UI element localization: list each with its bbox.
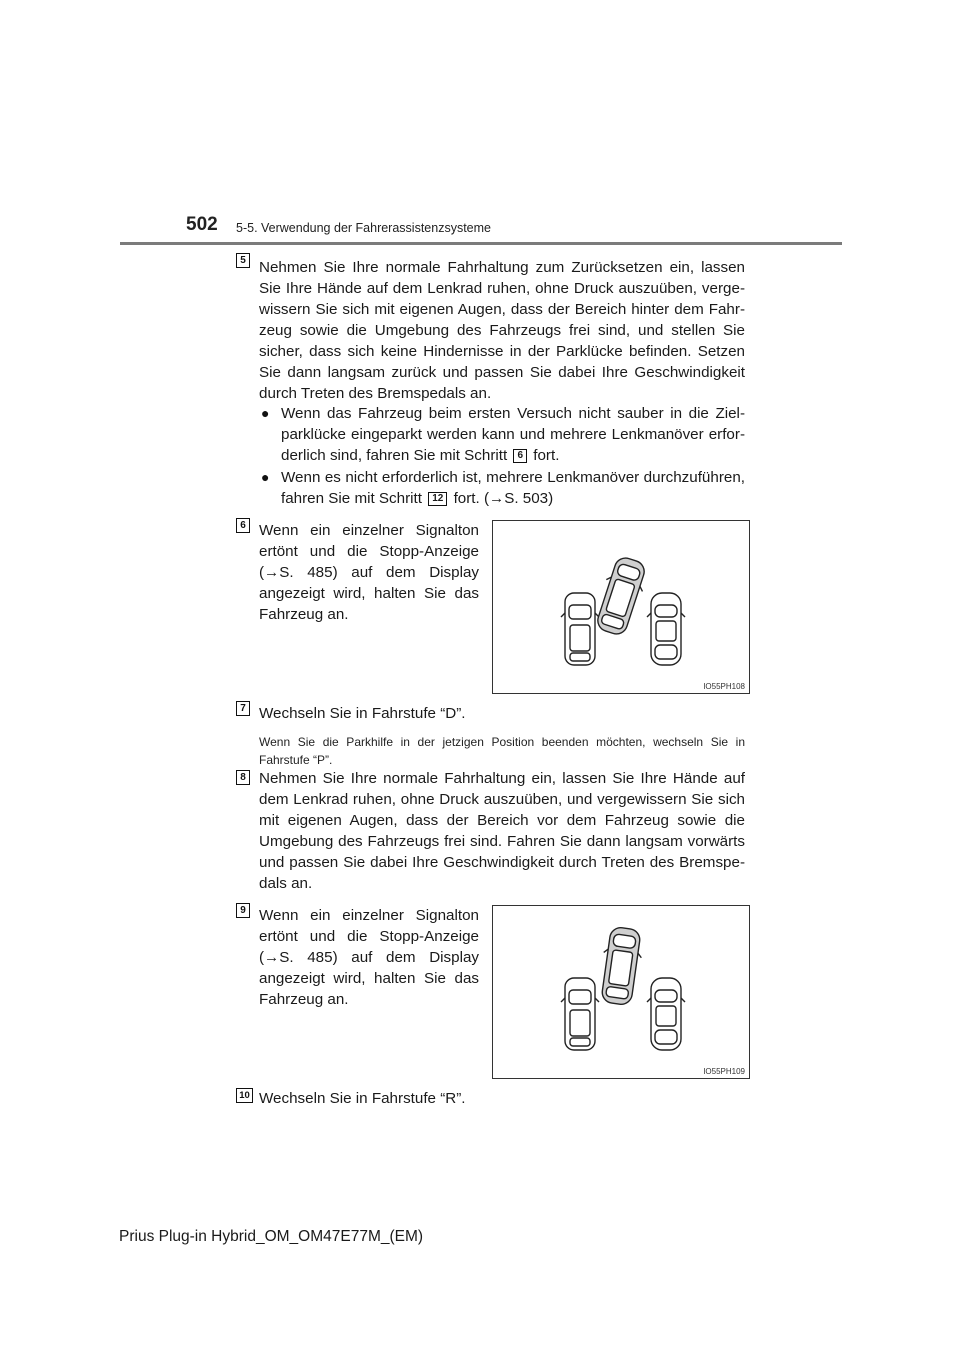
step-10-text: Wechseln Sie in Fahrstufe “R”. <box>259 1090 466 1107</box>
bullet-1-text: Wenn das Fahrzeug beim ersten Versuch nicht sauber in die Zielparklücke eingeparkt werden kann und mehrere Lenkmanöver erforderlich sind, fahren Sie mit Schritt <box>281 405 745 464</box>
step-7-text: Wechseln Sie in Fahrstufe “D”. <box>259 705 466 722</box>
figure-2-label: IO55PH109 <box>703 1067 745 1076</box>
parked-car-right <box>647 593 685 665</box>
parked-car-left <box>561 593 599 665</box>
step-9-text: Wenn ein einzelner Signalton ertönt und die Stopp-Anzeige (→S. 485) auf dem Display angezeigt wird, halten Sie das Fahrzeug an. <box>259 907 479 1008</box>
parking-illustration-1 <box>492 520 750 694</box>
parking-illustration-2 <box>492 905 750 1079</box>
figure-1-label: IO55PH108 <box>703 682 745 691</box>
parking-diagram-1 <box>493 521 749 693</box>
step-7-badge: 7 <box>236 701 250 716</box>
maneuvering-car <box>591 554 651 638</box>
footer-model-code: Prius Plug-in Hybrid_OM_OM47E77M_(EM) <box>119 1228 424 1245</box>
bullet-dot-icon: ● <box>261 405 270 421</box>
bullet-1-text-after: fort. <box>533 447 560 464</box>
bullet-2-text: Wenn es nicht erforderlich ist, mehrere Lenkmanöver durchzuführen, fahren Sie mit Schritt <box>281 469 745 507</box>
step-7-note: Wenn Sie die Parkhilfe in der jetzigen Position beenden möchten, wechseln Sie in Fahrstufe “P”. <box>259 735 745 767</box>
step-10-badge: 10 <box>236 1088 253 1103</box>
step-12-reference-badge: 12 <box>428 492 447 506</box>
step-5-badge: 5 <box>236 253 250 268</box>
step-6-text: Wenn ein einzelner Signalton ertönt und die Stopp-Anzeige (→S. 485) auf dem Display angezeigt wird, halten Sie das Fahrzeug an. <box>259 522 479 623</box>
step-5-text: Nehmen Sie Ihre normale Fahrhaltung zum Zurücksetzen ein, lassen Sie Ihre Hände auf dem Lenkrad ruhen, ohne Druck auszuüben, vergewissern Sie sich mit eigenen Augen, dass der Bereich hinter dem Fahrzeug sowie die Umgebung des Fahrzeugs frei sind, und stellen Sie sicher, dass sich keine Hindernisse in der Parklücke befinden. Setzen Sie dann langsam zurück und passen Sie dabei Ihre Geschwindigkeit durch Treten des Bremspedals an. <box>259 259 745 402</box>
step-8-text: Nehmen Sie Ihre normale Fahrhaltung ein, lassen Sie Ihre Hände auf dem Lenkrad ruhen, ohne Druck auszuüben, und vergewissern Sie sich mit eigenen Augen, dass der Bereich vor dem Fahrzeug sowie die Umgebung des Fahrzeugs frei sind. Fahren Sie dann langsam vorwärts und passen Sie dabei Ihre Geschwindigkeit durch Treten des Bremspedals an. <box>259 770 745 892</box>
step-9-badge: 9 <box>236 903 250 918</box>
page-number: 502 <box>186 214 218 235</box>
step-5-bullet-2 <box>261 467 745 509</box>
header-rule <box>120 242 842 245</box>
parked-car-right <box>647 978 685 1050</box>
bullet-dot-icon: ● <box>261 469 270 485</box>
maneuvering-car <box>597 926 645 1007</box>
section-title: 5-5. Verwendung der Fahrerassistenzsysteme <box>236 221 491 235</box>
step-6-reference-badge: 6 <box>513 449 527 463</box>
step-8-badge: 8 <box>236 770 250 785</box>
step-6-badge: 6 <box>236 518 250 533</box>
parking-diagram-2 <box>493 906 749 1078</box>
bullet-2-text-after: fort. (→S. 503) <box>453 490 554 507</box>
parked-car-left <box>561 978 599 1050</box>
step-5-bullet-1 <box>261 403 745 466</box>
